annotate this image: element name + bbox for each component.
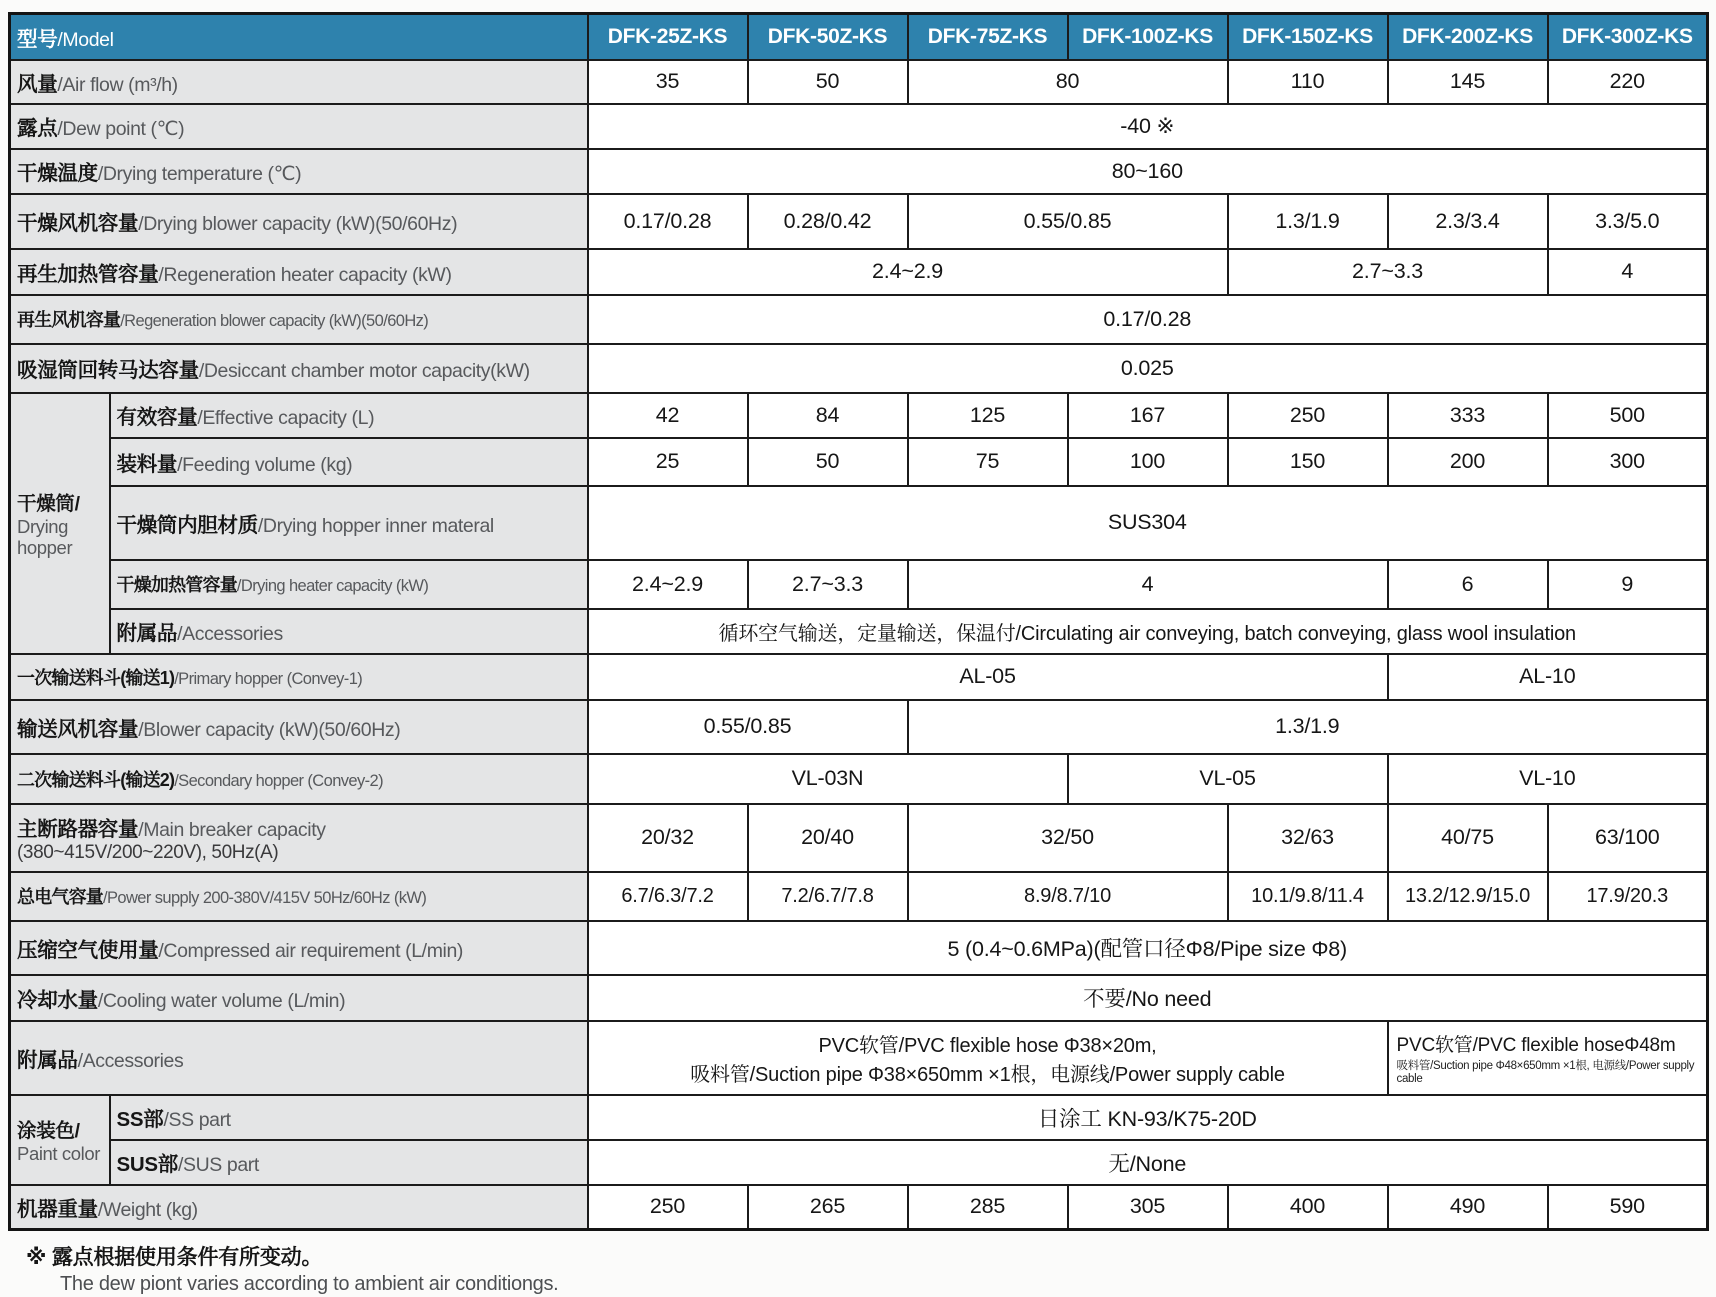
cell-drying-temp: 80~160 — [588, 149, 1708, 194]
cell-power-supply-1: 6.7/6.3/7.2 — [588, 872, 748, 921]
cell-air-flow-2: 50 — [748, 60, 908, 104]
row-secondary-hopper — [10, 754, 1708, 804]
row-label-hopper-accessories: 附属品/Accessories — [110, 609, 588, 654]
header-model-dfk25: DFK-25Z-KS — [588, 14, 748, 60]
cell-drying-heater-5: 9 — [1548, 560, 1708, 609]
row-feeding-volume — [10, 438, 1708, 486]
row-label-desiccant-motor: 吸湿筒回转马达容量/Desiccant chamber motor capacity(kW) — [10, 344, 588, 393]
cell-feeding-volume-7: 300 — [1548, 438, 1708, 486]
cell-accessories-left: PVC软管/PVC flexible hose Φ38×20m, 吸料管/Suction pipe Φ38×650mm ×1根，电源线/Power supply cable — [588, 1021, 1388, 1095]
footnote-line1: ※ 露点根据使用条件有所变动。 — [26, 1246, 323, 1269]
row-label-feeding-volume: 装料量/Feeding volume (kg) — [110, 438, 588, 486]
cell-air-flow-3: 80 — [908, 60, 1228, 104]
cell-regen-heater-3: 4 — [1548, 249, 1708, 295]
row-sus-part — [10, 1140, 1708, 1185]
spec-table — [8, 12, 1709, 1231]
header-model-dfk75: DFK-75Z-KS — [908, 14, 1068, 60]
cell-blower-capacity-1: 0.55/0.85 — [588, 700, 908, 754]
row-regen-blower — [10, 295, 1708, 344]
cell-drying-blower-5: 2.3/3.4 — [1388, 194, 1548, 249]
cell-weight-6: 490 — [1388, 1185, 1548, 1230]
cell-drying-blower-2: 0.28/0.42 — [748, 194, 908, 249]
cell-effective-capacity-2: 84 — [748, 393, 908, 438]
cell-regen-heater-2: 2.7~3.3 — [1228, 249, 1548, 295]
group-label-drying-hopper: 干燥筒/ Drying hopper — [10, 393, 110, 654]
row-cooling-water — [10, 975, 1708, 1021]
row-label-air-flow: 风量/Air flow (m³/h) — [10, 60, 588, 104]
cell-air-flow-5: 145 — [1388, 60, 1548, 104]
row-regen-heater — [10, 249, 1708, 295]
row-label-regen-heater: 再生加热管容量/Regeneration heater capacity (kW) — [10, 249, 588, 295]
cell-main-breaker-4: 32/63 — [1228, 804, 1388, 872]
cell-regen-heater-1: 2.4~2.9 — [588, 249, 1228, 295]
row-label-cooling-water: 冷却水量/Cooling water volume (L/min) — [10, 975, 588, 1021]
cell-main-breaker-1: 20/32 — [588, 804, 748, 872]
row-main-breaker — [10, 804, 1708, 872]
cell-primary-hopper-2: AL-10 — [1388, 654, 1708, 700]
cell-ss-part: 日涂工 KN-93/K75-20D — [588, 1095, 1708, 1140]
cell-cooling-water: 不要/No need — [588, 975, 1708, 1021]
row-desiccant-motor — [10, 344, 1708, 393]
row-label-power-supply: 总电气容量/Power supply 200-380V/415V 50Hz/60Hz (kW) — [10, 872, 588, 921]
cell-air-flow-6: 220 — [1548, 60, 1708, 104]
row-hopper-accessories — [10, 609, 1708, 654]
header-model-dfk150: DFK-150Z-KS — [1228, 14, 1388, 60]
row-label-main-breaker: 主断路器容量/Main breaker capacity (380~415V/200~220V), 50Hz(A) — [10, 804, 588, 872]
row-label-effective-capacity: 有效容量/Effective capacity (L) — [110, 393, 588, 438]
cell-main-breaker-2: 20/40 — [748, 804, 908, 872]
cell-air-flow-4: 110 — [1228, 60, 1388, 104]
row-inner-material — [10, 486, 1708, 560]
cell-compressed-air: 5 (0.4~0.6MPa)(配管口径Φ8/Pipe size Φ8) — [588, 921, 1708, 975]
cell-feeding-volume-4: 100 — [1068, 438, 1228, 486]
cell-hopper-accessories: 循环空气输送，定量输送，保温付/Circulating air conveying, batch conveying, glass wool insulation — [588, 609, 1708, 654]
cell-weight-5: 400 — [1228, 1185, 1388, 1230]
cell-weight-2: 265 — [748, 1185, 908, 1230]
header-model-dfk100: DFK-100Z-KS — [1068, 14, 1228, 60]
cell-drying-heater-4: 6 — [1388, 560, 1548, 609]
cell-power-supply-2: 7.2/6.7/7.8 — [748, 872, 908, 921]
row-label-drying-heater: 干燥加热管容量/Drying heater capacity (kW) — [110, 560, 588, 609]
header-model-label-en: /Model — [57, 28, 114, 51]
footnote — [26, 1241, 1708, 1296]
row-drying-heater — [10, 560, 1708, 609]
cell-feeding-volume-3: 75 — [908, 438, 1068, 486]
row-label-dew-point: 露点/Dew point (℃) — [10, 104, 588, 149]
cell-feeding-volume-1: 25 — [588, 438, 748, 486]
cell-effective-capacity-1: 42 — [588, 393, 748, 438]
cell-main-breaker-6: 63/100 — [1548, 804, 1708, 872]
cell-regen-blower: 0.17/0.28 — [588, 295, 1708, 344]
header-model-label — [10, 14, 588, 60]
cell-weight-1: 250 — [588, 1185, 748, 1230]
row-label-primary-hopper: 一次输送料斗(输送1)/Primary hopper (Convey-1) — [10, 654, 588, 700]
cell-drying-heater-3: 4 — [908, 560, 1388, 609]
row-drying-temp — [10, 149, 1708, 194]
cell-power-supply-6: 17.9/20.3 — [1548, 872, 1708, 921]
header-model-dfk200: DFK-200Z-KS — [1388, 14, 1548, 60]
footnote-line2: The dew piont varies according to ambient air conditiongs. — [60, 1273, 559, 1295]
cell-secondary-hopper-1: VL-03N — [588, 754, 1068, 804]
cell-feeding-volume-2: 50 — [748, 438, 908, 486]
cell-drying-blower-3: 0.55/0.85 — [908, 194, 1228, 249]
row-dew-point — [10, 104, 1708, 149]
row-compressed-air — [10, 921, 1708, 975]
cell-effective-capacity-5: 250 — [1228, 393, 1388, 438]
row-label-compressed-air: 压缩空气使用量/Compressed air requirement (L/min) — [10, 921, 588, 975]
row-label-ss-part: SS部/SS part — [110, 1095, 588, 1140]
row-label-inner-material: 干燥筒内胆材质/Drying hopper inner materal — [110, 486, 588, 560]
cell-weight-4: 305 — [1068, 1185, 1228, 1230]
cell-drying-blower-6: 3.3/5.0 — [1548, 194, 1708, 249]
row-weight — [10, 1185, 1708, 1230]
row-ss-part — [10, 1095, 1708, 1140]
row-blower-capacity — [10, 700, 1708, 754]
cell-weight-3: 285 — [908, 1185, 1068, 1230]
row-label-weight: 机器重量/Weight (kg) — [10, 1185, 588, 1230]
group-label-paint-color: 涂装色/ Paint color — [10, 1095, 110, 1185]
row-primary-hopper — [10, 654, 1708, 700]
cell-effective-capacity-7: 500 — [1548, 393, 1708, 438]
cell-blower-capacity-2: 1.3/1.9 — [908, 700, 1708, 754]
cell-drying-heater-1: 2.4~2.9 — [588, 560, 748, 609]
row-label-sus-part: SUS部/SUS part — [110, 1140, 588, 1185]
row-air-flow — [10, 60, 1708, 104]
cell-secondary-hopper-3: VL-10 — [1388, 754, 1708, 804]
cell-accessories-right: PVC软管/PVC flexible hoseΦ48m 吸料管/Suction pipe Φ48×650mm ×1根, 电源线/Power supply cable — [1388, 1021, 1708, 1095]
row-label-drying-blower: 干燥风机容量/Drying blower capacity (kW)(50/60Hz) — [10, 194, 588, 249]
row-power-supply — [10, 872, 1708, 921]
row-label-regen-blower: 再生风机容量/Regeneration blower capacity (kW)(50/60Hz) — [10, 295, 588, 344]
header-model-dfk300: DFK-300Z-KS — [1548, 14, 1708, 60]
cell-main-breaker-5: 40/75 — [1388, 804, 1548, 872]
cell-drying-heater-2: 2.7~3.3 — [748, 560, 908, 609]
cell-power-supply-5: 13.2/12.9/15.0 — [1388, 872, 1548, 921]
cell-power-supply-3: 8.9/8.7/10 — [908, 872, 1228, 921]
cell-main-breaker-3: 32/50 — [908, 804, 1228, 872]
row-label-blower-capacity: 输送风机容量/Blower capacity (kW)(50/60Hz) — [10, 700, 588, 754]
cell-weight-7: 590 — [1548, 1185, 1708, 1230]
cell-primary-hopper-1: AL-05 — [588, 654, 1388, 700]
cell-secondary-hopper-2: VL-05 — [1068, 754, 1388, 804]
cell-feeding-volume-5: 150 — [1228, 438, 1388, 486]
cell-desiccant-motor: 0.025 — [588, 344, 1708, 393]
cell-inner-material: SUS304 — [588, 486, 1708, 560]
cell-dew-point: -40 ※ — [588, 104, 1708, 149]
cell-effective-capacity-4: 167 — [1068, 393, 1228, 438]
cell-effective-capacity-6: 333 — [1388, 393, 1548, 438]
cell-drying-blower-1: 0.17/0.28 — [588, 194, 748, 249]
cell-sus-part: 无/None — [588, 1140, 1708, 1185]
row-accessories — [10, 1021, 1708, 1095]
row-label-accessories: 附属品/Accessories — [10, 1021, 588, 1095]
header-model-dfk50: DFK-50Z-KS — [748, 14, 908, 60]
row-effective-capacity — [10, 393, 1708, 438]
cell-feeding-volume-6: 200 — [1388, 438, 1548, 486]
row-drying-blower — [10, 194, 1708, 249]
row-label-secondary-hopper: 二次输送料斗(输送2)/Secondary hopper (Convey-2) — [10, 754, 588, 804]
header-row — [10, 14, 1708, 60]
cell-drying-blower-4: 1.3/1.9 — [1228, 194, 1388, 249]
row-label-drying-temp: 干燥温度/Drying temperature (℃) — [10, 149, 588, 194]
cell-power-supply-4: 10.1/9.8/11.4 — [1228, 872, 1388, 921]
header-model-label-zh: 型号 — [17, 27, 58, 51]
cell-air-flow-1: 35 — [588, 60, 748, 104]
cell-effective-capacity-3: 125 — [908, 393, 1068, 438]
